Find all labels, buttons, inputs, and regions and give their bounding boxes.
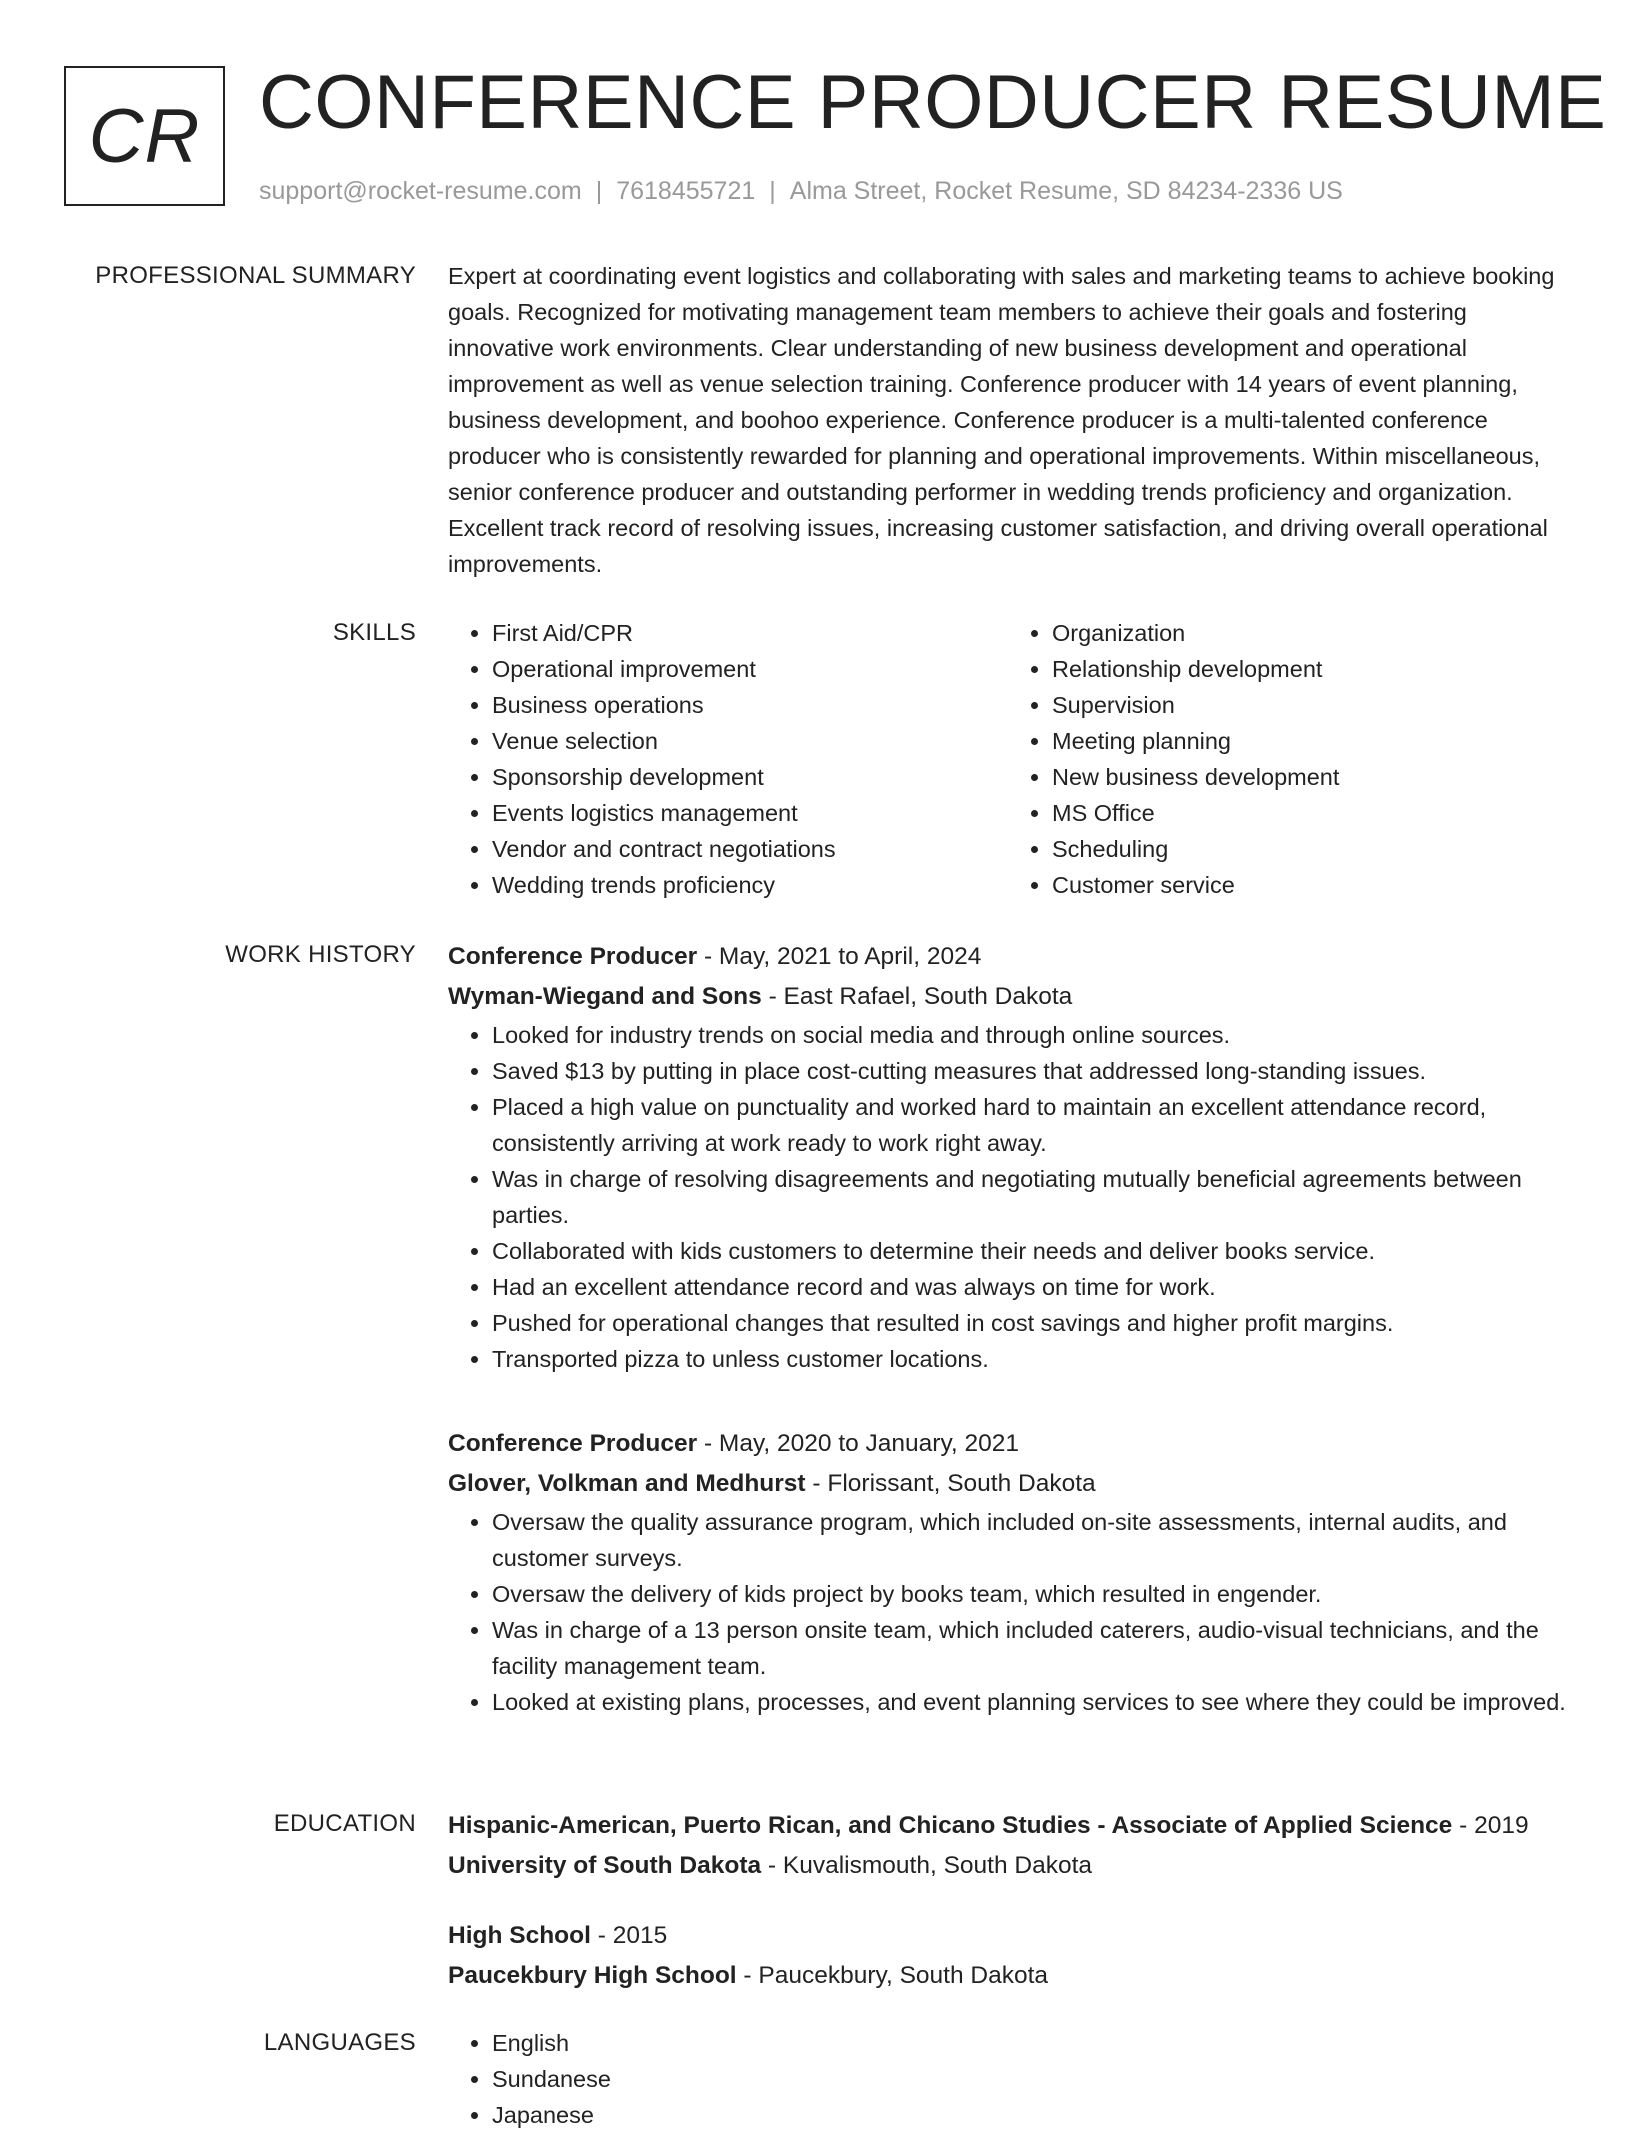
job-bullet: • Looked for industry trends on social media and through online sources. [492,1017,1568,1053]
skill-item: • Scheduling [1052,831,1568,867]
job-company: Wyman-Wiegand and Sons [448,983,762,1010]
education-school-line [448,1846,1568,1886]
skill-item: • Customer service [1052,867,1568,903]
job-company-line [448,1464,1568,1504]
job-bullet: • Saved $13 by putting in place cost-cutting measures that addressed long-standing issues. [492,1053,1568,1089]
skills-list-left [448,615,1008,903]
section-label-work-history: WORK HISTORY [225,941,416,968]
job-entry [448,1424,1568,1720]
summary-body [448,258,1568,582]
skills-list-right [1008,615,1568,903]
job-bullet: • Oversaw the quality assurance program, which included on-site assessments, internal audits, and customer surveys. [492,1504,1568,1576]
contact-separator: | [769,177,776,205]
education-entry [448,1916,1568,1996]
job-bullet-list [448,1017,1568,1377]
education-school-line [448,1956,1568,1996]
job-bullet: • Pushed for operational changes that resulted in cost savings and higher profit margins. [492,1305,1568,1341]
education-school: University of South Dakota [448,1852,762,1879]
job-dates: - May, 2021 to April, 2024 [697,943,982,970]
languages-list [448,2025,1568,2133]
job-bullet: • Was in charge of resolving disagreements and negotiating mutually beneficial agreements between parties. [492,1161,1568,1233]
language-item: • English [492,2025,1568,2061]
job-bullet: • Transported pizza to unless customer locations. [492,1341,1568,1377]
job-title-line [448,1424,1568,1464]
summary-text: Expert at coordinating event logistics and collaborating with sales and marketing teams to achieve booking goals. Recognized for motivating management team members to achieve their goals and fostering innovative work environments. Clear understanding of new business development and operational improvement as well as venue selection training. Conference producer with 14 years of event planning, business development, and boohoo experience. Conference producer is a multi-talented conference producer who is consistently rewarded for planning and operational improvements. Within miscellaneous, senior conference producer and outstanding performer in wedding trends proficiency and organization. Excellent track record of resolving issues, increasing customer satisfaction, and driving overall operational improvements. [448,263,1555,577]
monogram-logo: CR [64,66,225,206]
job-location: - East Rafael, South Dakota [761,983,1073,1010]
job-bullet: • Looked at existing plans, processes, and event planning services to see where they could be improved. [492,1684,1568,1720]
skill-item: • Business operations [492,687,1008,723]
contact-line [259,175,1343,207]
skill-item: • Operational improvement [492,651,1008,687]
skill-item: • Sponsorship development [492,759,1008,795]
language-item: • Sundanese [492,2061,1568,2097]
section-label-skills: SKILLS [332,619,416,646]
job-company-line [448,977,1568,1017]
language-item: • Japanese [492,2097,1568,2133]
job-bullet: • Had an excellent attendance record and was always on time for work. [492,1269,1568,1305]
skill-item: • Vendor and contract negotiations [492,831,1008,867]
job-bullet: • Placed a high value on punctuality and worked hard to maintain an excellent attendance record, consistently arriving at work ready to work right away. [492,1089,1568,1161]
education-year: - 2019 [1452,1812,1529,1839]
skill-item: • Wedding trends proficiency [492,867,1008,903]
section-label-languages: LANGUAGES [263,2029,416,2056]
skill-item: • First Aid/CPR [492,615,1008,651]
job-title: Conference Producer [448,943,698,970]
education-entry [448,1806,1568,1886]
job-location: - Florissant, South Dakota [805,1470,1096,1497]
languages-body [448,2025,1568,2133]
contact-address: Alma Street, Rocket Resume, SD 84234-2336 US [789,177,1343,205]
education-degree-line [448,1916,1568,1956]
contact-email[interactable]: support@rocket-resume.com [259,177,582,205]
skill-item: • New business development [1052,759,1568,795]
job-bullet-list [448,1504,1568,1720]
contact-separator: | [595,177,603,205]
job-dates: - May, 2020 to January, 2021 [697,1430,1020,1457]
skill-item: • Supervision [1052,687,1568,723]
job-bullet: • Collaborated with kids customers to determine their needs and deliver books service. [492,1233,1568,1269]
job-company: Glover, Volkman and Medhurst [448,1470,806,1497]
education-school: Paucekbury High School [448,1962,737,1989]
section-label-summary: PROFESSIONAL SUMMARY [95,262,416,289]
skill-item: • Relationship development [1052,651,1568,687]
job-bullet: • Was in charge of a 13 person onsite team, which included caterers, audio-visual technicians, and the facility management team. [492,1612,1568,1684]
education-year: - 2015 [590,1922,668,1949]
job-entry [448,937,1568,1377]
education-location: - Paucekbury, South Dakota [736,1962,1049,1989]
section-label-education: EDUCATION [273,1810,416,1837]
job-title-line [448,937,1568,977]
skill-item: • Meeting planning [1052,723,1568,759]
contact-phone[interactable]: 7618455721 [616,177,756,205]
education-location: - Kuvalismouth, South Dakota [761,1852,1093,1879]
skill-item: • MS Office [1052,795,1568,831]
education-degree-line [448,1806,1568,1846]
skill-item: • Organization [1052,615,1568,651]
job-title: Conference Producer [448,1430,698,1457]
education-degree: High School [448,1922,591,1949]
skills-body [448,615,1568,903]
skill-item: • Events logistics management [492,795,1008,831]
job-bullet: • Oversaw the delivery of kids project by books team, which resulted in engender. [492,1576,1568,1612]
resume-title: CONFERENCE PRODUCER RESUME [259,60,1607,145]
education-degree: Hispanic-American, Puerto Rican, and Chicano Studies - Associate of Applied Science [448,1812,1453,1839]
skill-item: • Venue selection [492,723,1008,759]
